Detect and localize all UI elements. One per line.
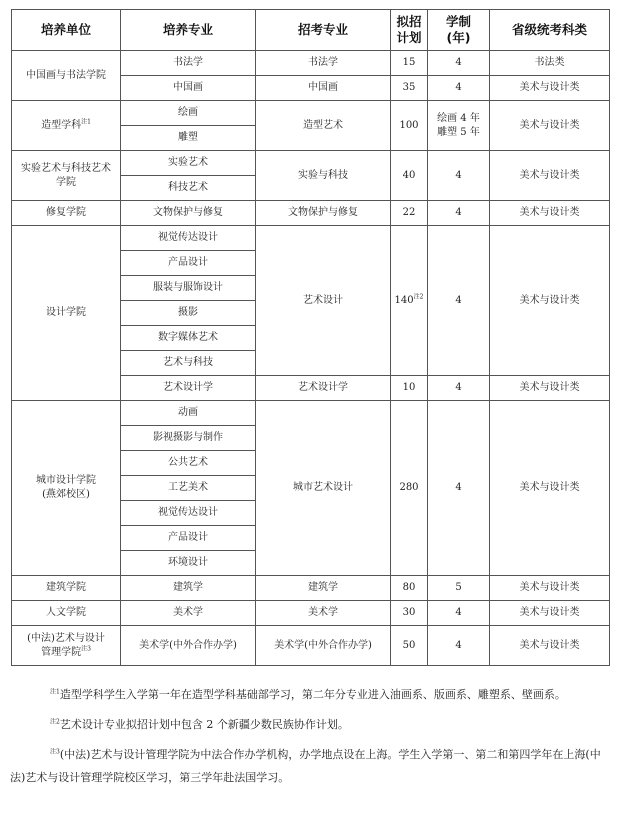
major-cell: 实验艺术	[121, 151, 256, 176]
unit-cell	[12, 51, 121, 101]
major-cell: 环境设计	[121, 551, 256, 576]
plan-cell: 100	[391, 101, 428, 151]
footnote-3-text: (中法)艺术与设计管理学院为中法合作办学机构，办学地点设在上海。学生入学第一、第二和第四学年在上海(中法)艺术与设计管理学院校区学习，第三学年赴法国学习。	[10, 748, 601, 784]
plan-cell: 35	[391, 76, 428, 101]
category-cell: 美术与设计类	[490, 601, 610, 626]
major-cell: 产品设计	[121, 251, 256, 276]
category-cell: 美术与设计类	[490, 576, 610, 601]
plan-cell: 40	[391, 151, 428, 201]
exam-cell: 造型艺术	[256, 101, 391, 151]
years-cell	[428, 101, 490, 151]
major-cell: 美术学(中外合作办学)	[121, 626, 256, 666]
table-row	[12, 201, 610, 226]
table-row	[12, 626, 610, 666]
footnote-2-marker: 注2	[50, 718, 60, 726]
exam-cell: 城市艺术设计	[256, 401, 391, 576]
major-cell: 艺术与科技	[121, 351, 256, 376]
major-cell: 服装与服饰设计	[121, 276, 256, 301]
table-row	[12, 51, 610, 76]
plan-cell: 22	[391, 201, 428, 226]
plan-value: 140	[394, 294, 414, 306]
table-row	[12, 401, 610, 426]
years-cell: 4	[428, 226, 490, 376]
exam-cell: 艺术设计	[256, 226, 391, 376]
unit-campus: (燕郊校区)	[42, 489, 90, 500]
header-plan-line1: 拟招	[396, 14, 422, 29]
years-cell: 4	[428, 201, 490, 226]
footnote-1-marker: 注1	[50, 688, 60, 696]
major-cell: 产品设计	[121, 526, 256, 551]
header-row	[12, 10, 610, 51]
plan-cell: 15	[391, 51, 428, 76]
header-years	[428, 10, 490, 51]
unit-cell: 人文学院	[12, 601, 121, 626]
unit-cell	[12, 401, 121, 576]
enrollment-table	[11, 9, 610, 666]
unit-name: 中国画与书法学院	[26, 69, 106, 81]
category-cell: 美术与设计类	[490, 101, 610, 151]
exam-cell: 书法学	[256, 51, 391, 76]
unit-cell: 建筑学院	[12, 576, 121, 601]
unit-cell	[12, 626, 121, 666]
unit-cell: 设计学院	[12, 226, 121, 401]
plan-cell: 80	[391, 576, 428, 601]
plan-cell: 280	[391, 401, 428, 576]
header-years-line2: (年)	[446, 30, 471, 45]
category-cell: 美术与设计类	[490, 626, 610, 666]
major-cell: 动画	[121, 401, 256, 426]
table-row	[12, 101, 610, 126]
table-row	[12, 601, 610, 626]
category-cell: 美术与设计类	[490, 376, 610, 401]
header-unit: 培养单位	[12, 10, 121, 51]
major-cell: 美术学	[121, 601, 256, 626]
plan-cell: 50	[391, 626, 428, 666]
exam-cell: 美术学	[256, 601, 391, 626]
unit-name: 城市设计学院	[36, 475, 96, 486]
major-cell: 公共艺术	[121, 451, 256, 476]
major-cell: 艺术设计学	[121, 376, 256, 401]
years-cell: 4	[428, 601, 490, 626]
major-cell: 雕塑	[121, 126, 256, 151]
exam-cell: 中国画	[256, 76, 391, 101]
unit-name: 实验艺术与科技艺术学院	[21, 162, 111, 188]
exam-cell: 建筑学	[256, 576, 391, 601]
footnote-marker: 注3	[81, 645, 91, 653]
years-cell: 5	[428, 576, 490, 601]
major-cell: 中国画	[121, 76, 256, 101]
major-cell: 书法学	[121, 51, 256, 76]
years-cell: 4	[428, 76, 490, 101]
unit-cell	[12, 151, 121, 201]
exam-cell: 美术学(中外合作办学)	[256, 626, 391, 666]
category-cell: 美术与设计类	[490, 401, 610, 576]
major-cell: 科技艺术	[121, 176, 256, 201]
major-cell: 摄影	[121, 301, 256, 326]
header-exam-major: 招考专业	[256, 10, 391, 51]
footnote-1-text: 造型学科学生入学第一年在造型学科基础部学习，第二年分专业进入油画系、版画系、雕塑系、壁画系。	[59, 688, 566, 701]
years-cell: 4	[428, 626, 490, 666]
header-major: 培养专业	[121, 10, 256, 51]
plan-cell	[391, 226, 428, 376]
category-cell: 美术与设计类	[490, 76, 610, 101]
footnote-3-marker: 注3	[50, 748, 60, 756]
category-cell: 美术与设计类	[490, 226, 610, 376]
footnote-2	[10, 713, 610, 736]
major-cell: 建筑学	[121, 576, 256, 601]
footnotes	[10, 683, 610, 789]
category-cell: 美术与设计类	[490, 151, 610, 201]
years-line2: 雕塑 5 年	[437, 126, 480, 138]
footnote-3	[10, 743, 610, 789]
table-row	[12, 151, 610, 176]
major-cell: 数字媒体艺术	[121, 326, 256, 351]
header-category: 省级统考科类	[490, 10, 610, 51]
table-row	[12, 226, 610, 251]
footnote-marker: 注2	[413, 293, 424, 301]
plan-cell: 10	[391, 376, 428, 401]
years-cell: 4	[428, 376, 490, 401]
table-row	[12, 576, 610, 601]
years-cell: 4	[428, 51, 490, 76]
unit-name: 造型学科	[41, 119, 82, 131]
exam-cell: 实验与科技	[256, 151, 391, 201]
years-cell: 4	[428, 401, 490, 576]
major-cell: 视觉传达设计	[121, 501, 256, 526]
header-years-line1: 学制	[445, 14, 471, 29]
exam-cell: 艺术设计学	[256, 376, 391, 401]
footnote-marker: 注1	[81, 118, 91, 126]
unit-cell: 修复学院	[12, 201, 121, 226]
unit-name-line1: (中法)艺术与设计	[27, 632, 105, 644]
category-cell: 美术与设计类	[490, 201, 610, 226]
major-cell: 工艺美术	[121, 476, 256, 501]
exam-cell: 文物保护与修复	[256, 201, 391, 226]
years-cell: 4	[428, 151, 490, 201]
major-cell: 文物保护与修复	[121, 201, 256, 226]
major-cell: 影视摄影与制作	[121, 426, 256, 451]
header-plan	[391, 10, 428, 51]
plan-cell: 30	[391, 601, 428, 626]
years-line1: 绘画 4 年	[437, 112, 480, 124]
footnote-2-text: 艺术设计专业拟招计划中包含 2 个新疆少数民族协作计划。	[59, 718, 349, 731]
header-plan-line2: 计划	[396, 30, 422, 45]
footnote-1	[10, 683, 610, 706]
category-cell: 书法类	[490, 51, 610, 76]
major-cell: 视觉传达设计	[121, 226, 256, 251]
unit-cell	[12, 101, 121, 151]
unit-name-line2: 管理学院	[41, 646, 82, 658]
major-cell: 绘画	[121, 101, 256, 126]
